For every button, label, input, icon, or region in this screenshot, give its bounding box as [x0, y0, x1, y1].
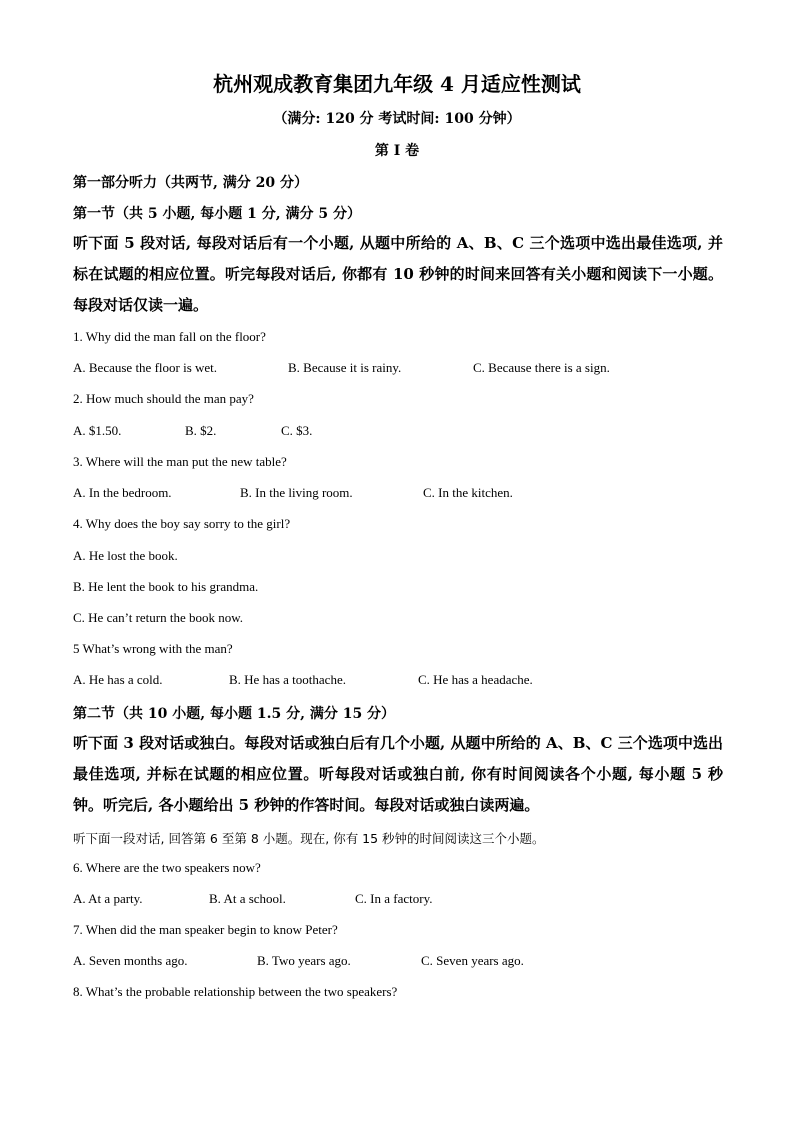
question-2: 2. How much should the man pay? [73, 391, 254, 406]
volume-label: 第 I 卷 [374, 143, 420, 159]
dialogue-note: 听下面一段对话, 回答第 6 至第 8 小题。现在, 你有 15 秒钟的时间阅读这三个小题。 [73, 831, 545, 846]
option-a: A. He has a cold. [73, 672, 163, 687]
question-8: 8. What’s the probable relationship between the two speakers? [73, 984, 398, 999]
option-b: B. He lent the book to his grandma. [73, 579, 259, 594]
option-c: C. $3. [281, 423, 313, 438]
question-7: 7. When did the man speaker begin to know Peter? [73, 922, 338, 937]
part1-heading: 第一部分听力（共两节, 满分 20 分） [73, 175, 308, 191]
section2-instructions: 听下面 3 段对话或独白。每段对话或独白后有几个小题, 从题中所给的 A、B、C 三个选项中选出最佳选项, 并标在试题的相应位置。听每段对话或独白前, 你有时间阅读各个小题, 每小题 5 秒钟。听完后, 各小题给出 5 秒钟的作答时间。每段对话或独白读两遍。 [73, 734, 723, 814]
option-a: A. At a party. [73, 891, 143, 906]
option-b: B. Because it is rainy. [288, 360, 402, 375]
question-3: 3. Where will the man put the new table? [73, 454, 287, 469]
question-1: 1. Why did the man fall on the floor? [73, 329, 266, 344]
section1-heading: 第一节（共 5 小题, 每小题 1 分, 满分 5 分） [73, 206, 361, 222]
option-a: A. Because the floor is wet. [73, 360, 218, 375]
option-c: C. He has a headache. [418, 672, 533, 687]
option-b: B. At a school. [209, 891, 286, 906]
question-4: 4. Why does the boy say sorry to the girl? [73, 516, 291, 531]
option-c: C. Seven years ago. [421, 953, 524, 968]
exam-subtitle: （满分: 120 分 考试时间: 100 分钟） [273, 111, 521, 127]
section2-heading: 第二节（共 10 小题, 每小题 1.5 分, 满分 15 分） [73, 706, 396, 722]
option-a: A. Seven months ago. [73, 953, 188, 968]
section1-instructions: 听下面 5 段对话, 每段对话后有一个小题, 从题中所给的 A、B、C 三个选项中选出最佳选项, 并标在试题的相应位置。听完每段对话后, 你都有 10 秒钟的时间来回答有关小题和阅读下一小题。每段对话仅读一遍。 [73, 234, 723, 314]
question-6: 6. Where are the two speakers now? [73, 860, 261, 875]
option-c: C. In a factory. [355, 891, 433, 906]
exam-title: 杭州观成教育集团九年级 4 月适应性测试 [213, 72, 581, 96]
option-b: B. Two years ago. [257, 953, 351, 968]
option-b: B. He has a toothache. [229, 672, 346, 687]
option-a: A. He lost the book. [73, 548, 178, 563]
option-a: A. In the bedroom. [73, 485, 172, 500]
option-b: B. $2. [185, 423, 217, 438]
option-c: C. Because there is a sign. [473, 360, 610, 375]
option-a: A. $1.50. [73, 423, 122, 438]
option-b: B. In the living room. [240, 485, 353, 500]
option-c: C. He can’t return the book now. [73, 610, 244, 625]
option-c: C. In the kitchen. [423, 485, 513, 500]
question-5: 5 What’s wrong with the man? [73, 641, 233, 656]
